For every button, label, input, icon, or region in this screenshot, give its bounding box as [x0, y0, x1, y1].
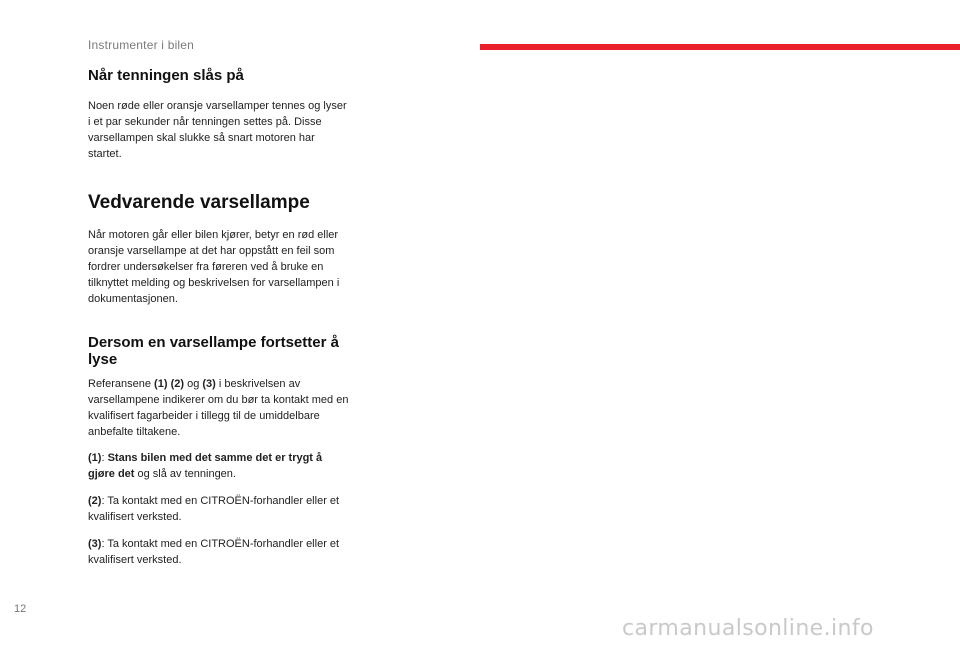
intro-prefix: Referansene: [88, 378, 155, 390]
reference-item-1-colon: :: [101, 452, 108, 464]
section-header: Instrumenter i bilen: [88, 38, 195, 52]
reference-item-2: [88, 493, 350, 525]
main-content: [88, 66, 350, 568]
ref-1-label: (1): [154, 378, 168, 390]
reference-item-2-ref: (2): [88, 495, 102, 507]
reference-item-1: [88, 450, 350, 482]
heading-permanent-warning: Vedvarende varsellampe: [88, 192, 310, 213]
reference-item-2-text: Ta kontakt med en CITROËN-forhandler eller et kvalifisert verksted.: [88, 495, 340, 523]
reference-item-3-ref: (3): [88, 538, 102, 550]
paragraph-references-intro: [88, 376, 350, 440]
reference-item-3: [88, 536, 350, 568]
watermark: carmanualsonline.info: [622, 616, 874, 641]
paragraph-ignition: Noen røde eller oransje varsellamper tennes og lyser i et par sekunder når tenningen settes på. Disse varsellampen skal slukke så snart motoren har startet.: [88, 100, 347, 160]
ref-3-label: (3): [202, 378, 216, 390]
reference-item-2-colon: :: [101, 495, 108, 507]
reference-item-3-colon: :: [101, 538, 108, 550]
reference-item-1-text: og slå av tenningen.: [134, 468, 236, 480]
ref-2-label: (2): [170, 378, 185, 390]
heading-ignition: Når tenningen slås på: [88, 67, 244, 84]
paragraph-permanent-warning: Når motoren går eller bilen kjører, betyr en rød eller oransje varsellampe at det har oppstått en feil som fordrer undersøkelser fra føreren ved å bruke en tilknyttet melding og beskrivelsen for varsellampen i dokumentasjonen.: [88, 229, 340, 305]
reference-item-3-text: Ta kontakt med en CITROËN-forhandler eller et kvalifisert verksted.: [88, 538, 340, 566]
reference-item-1-ref: (1): [88, 452, 102, 464]
intro-and: og: [184, 378, 203, 390]
section-accent-bar: [480, 44, 960, 50]
page-number: 12: [14, 603, 27, 615]
heading-warning-persists: Dersom en varsellampe fortsetter å lyse: [88, 334, 339, 368]
reference-item-1-bold: Stans bilen med det samme det er trygt å gjøre det: [88, 452, 323, 480]
intro-suffix: i beskrivelsen av varsellampene indikerer om du bør ta kontakt med en kvalifisert fagarbeider i tillegg til de umiddelbare anbefalte tiltakene.: [88, 378, 349, 438]
